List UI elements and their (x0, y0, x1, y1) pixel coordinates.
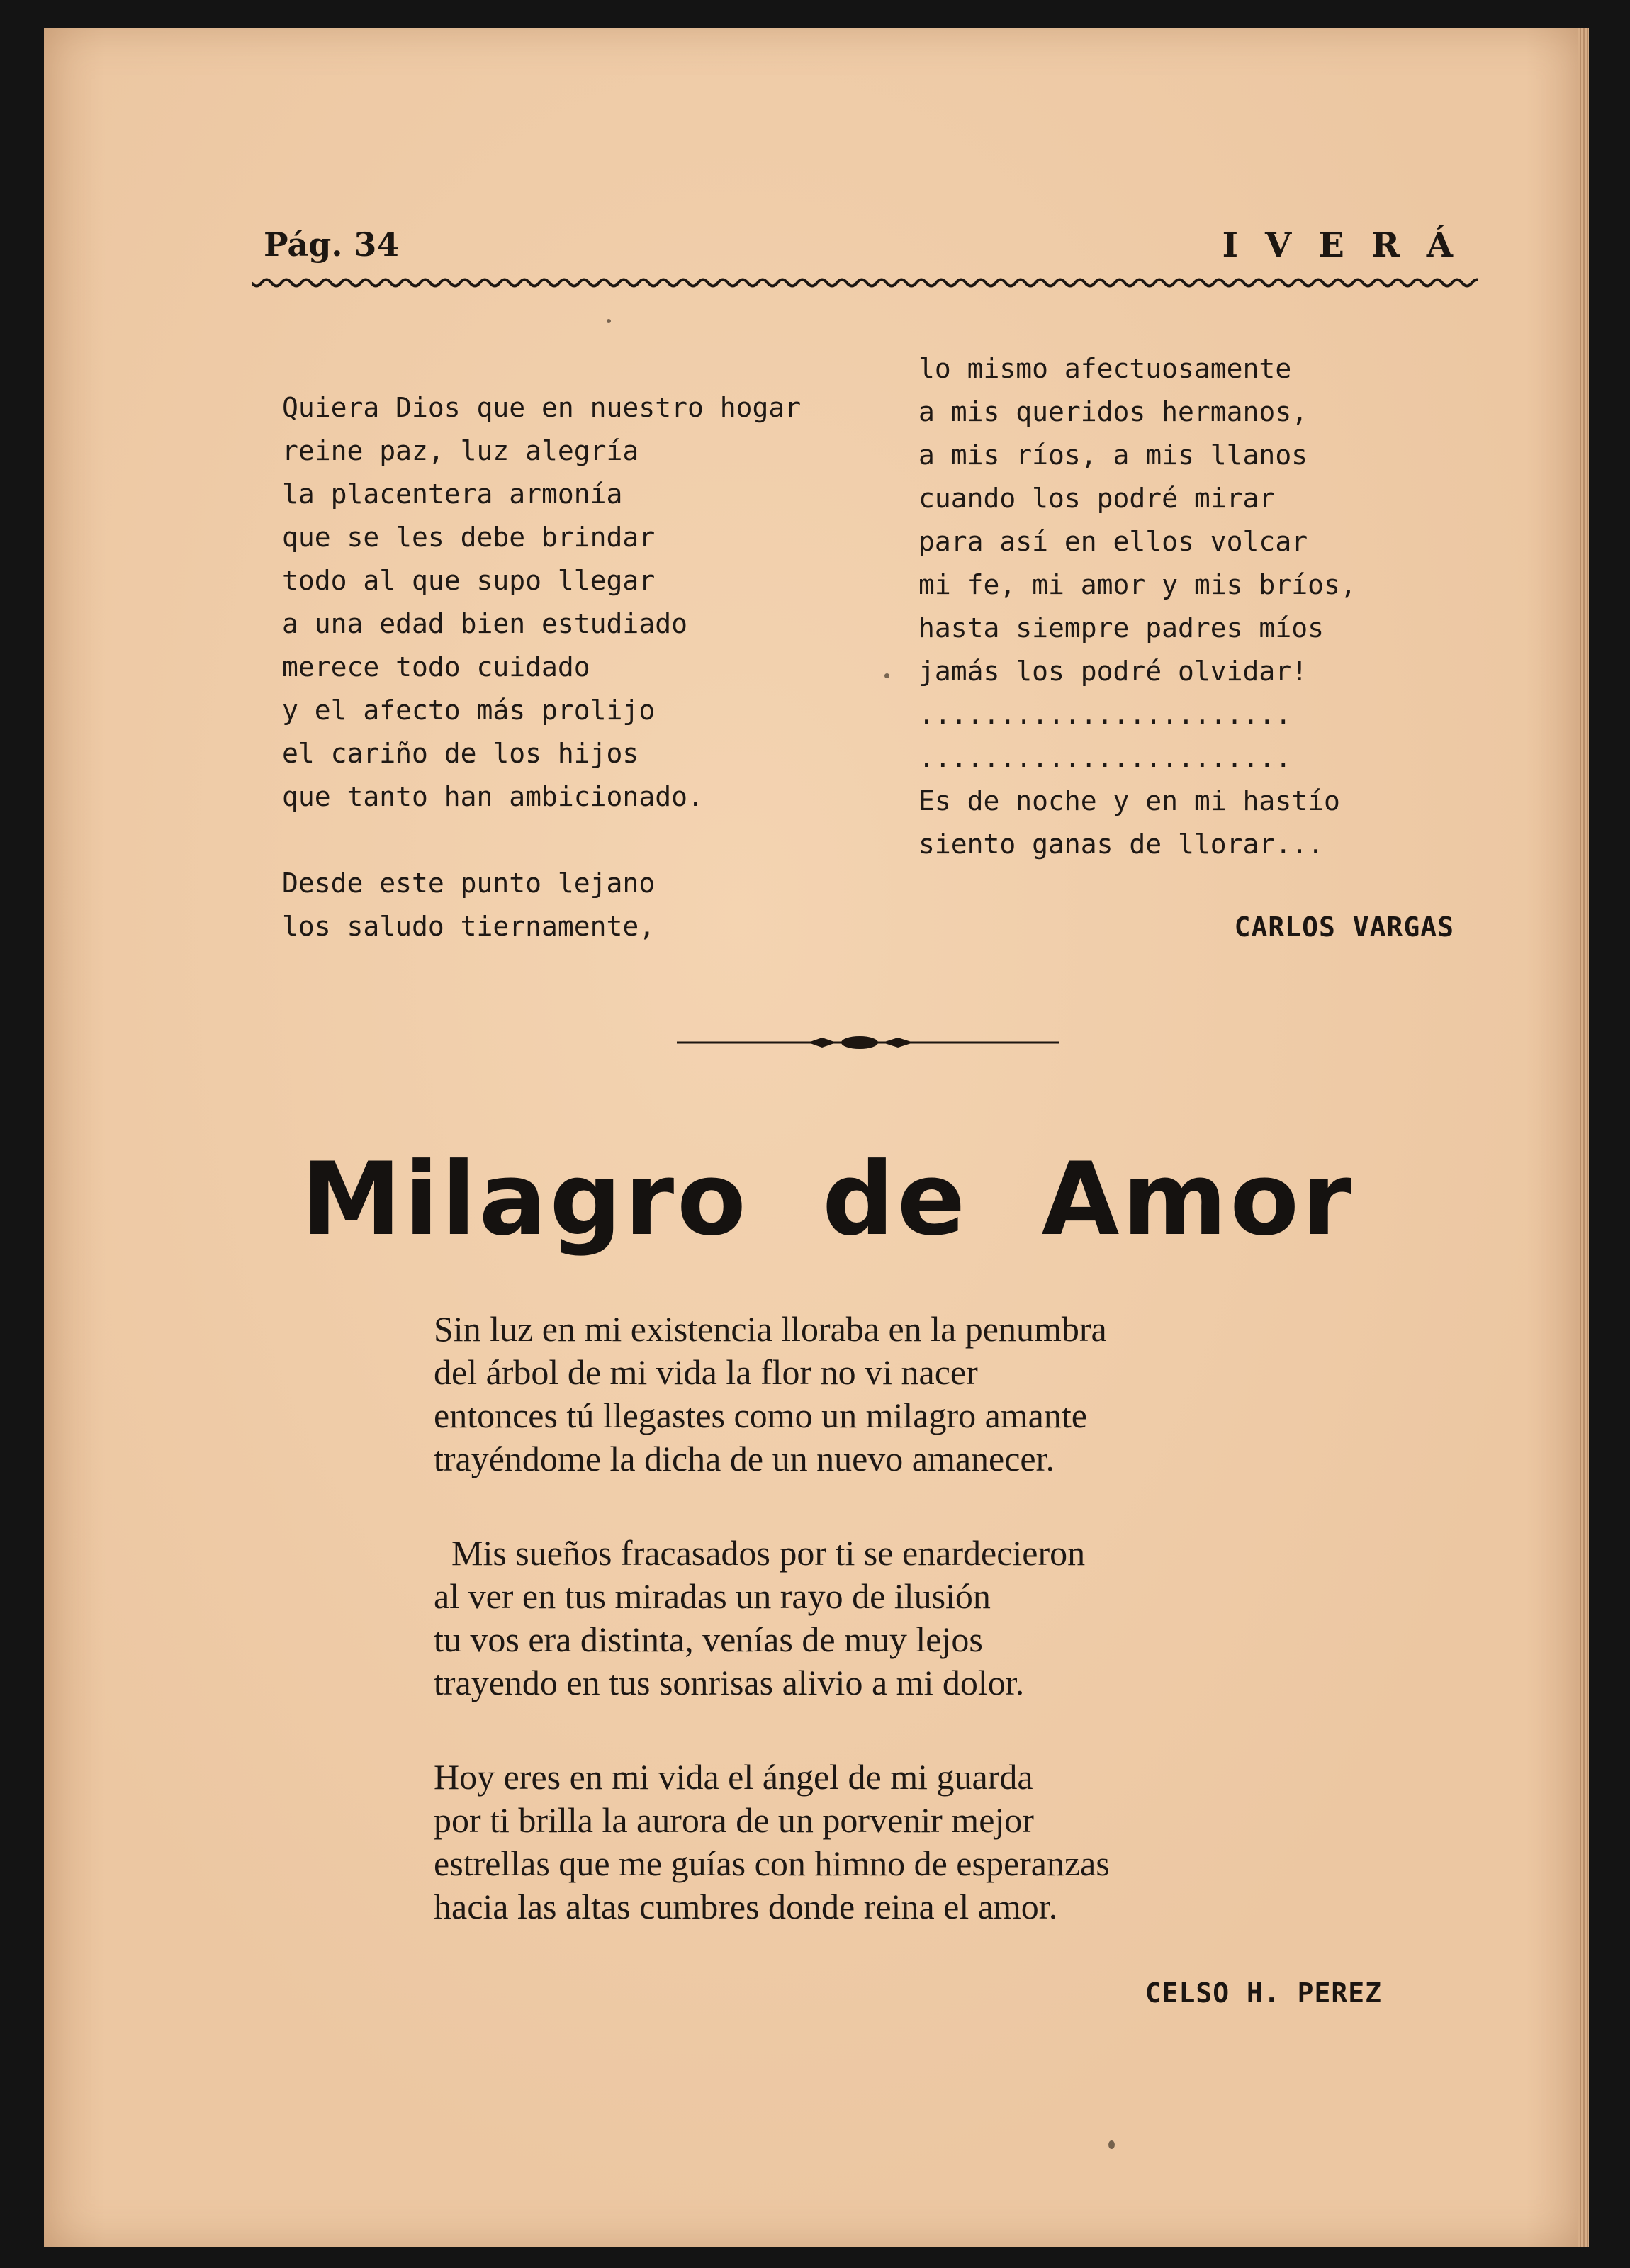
poem-line: jamás los podré olvidar! (918, 656, 1308, 687)
poem-line: mi fe, mi amor y mis bríos, (918, 569, 1356, 600)
poem-line: merece todo cuidado (282, 651, 590, 683)
paper-speck (1108, 2140, 1115, 2149)
poem-right-column (918, 347, 1471, 866)
page-number: Pág. 34 (264, 225, 400, 264)
poem-line: cuando los podré mirar (918, 483, 1276, 514)
poem-line: trayendo en tus sonrisas alivio a mi dolor. (434, 1663, 1025, 1702)
poem-line: que tanto han ambicionado. (282, 781, 704, 812)
poem-body (434, 1308, 1369, 1929)
poem-line: a mis queridos hermanos, (918, 396, 1308, 427)
poem-line: trayéndome la dicha de un nuevo amanecer. (434, 1439, 1055, 1478)
poem-line: para así en ellos volcar (918, 526, 1308, 557)
poem-line: Desde este punto lejano (282, 868, 656, 899)
poem-stanza (434, 1532, 1369, 1705)
poem-author: CARLOS VARGAS (1234, 911, 1454, 943)
header-wavy-rule (252, 275, 1478, 291)
poem-line: por ti brilla la aurora de un porvenir mejor (434, 1800, 1034, 1840)
journal-title: IVERÁ (1222, 225, 1480, 265)
poem-line: ....................... (918, 742, 1292, 773)
poem-line: reine paz, luz alegría (282, 435, 639, 466)
poem-line: los saludo tiernamente, (282, 911, 656, 942)
paper-speck (607, 319, 611, 323)
poem-line: Mis sueños fracasados por ti se enardecieron (434, 1533, 1086, 1573)
ornamental-divider (677, 1032, 1060, 1053)
poem-line: lo mismo afectuosamente (918, 353, 1292, 384)
poem-stanza (434, 1308, 1369, 1481)
poem-line: Es de noche y en mi hastío (918, 785, 1340, 816)
poem-line: todo al que supo llegar (282, 565, 656, 596)
poem-line: entonces tú llegastes como un milagro amante (434, 1396, 1087, 1435)
poem-line: el cariño de los hijos (282, 738, 639, 769)
page-stack-edge (1578, 28, 1589, 2247)
poem-line: siento ganas de llorar... (918, 829, 1324, 860)
poem-line: tu vos era distinta, venías de muy lejos (434, 1619, 983, 1659)
poem-author-2: CELSO H. PEREZ (1145, 1977, 1382, 2009)
poem-line: que se les debe brindar (282, 522, 656, 553)
paper-speck (884, 673, 889, 678)
poem-title: Milagro de Amor (301, 1141, 1354, 1258)
poem-line: Quiera Dios que en nuestro hogar (282, 392, 802, 423)
poem-line: Hoy eres en mi vida el ángel de mi guarda (434, 1757, 1033, 1797)
poem-line: estrellas que me guías con himno de esperanzas (434, 1843, 1110, 1883)
poem-line: al ver en tus miradas un rayo de ilusión (434, 1576, 991, 1616)
poem-line: del árbol de mi vida la flor no vi nacer (434, 1352, 978, 1392)
page-header (207, 225, 1480, 268)
poem-stanza (434, 1756, 1369, 1929)
poem-line: y el afecto más prolijo (282, 695, 656, 726)
poem-line: hacia las altas cumbres donde reina el amor. (434, 1887, 1058, 1926)
poem-line: a mis ríos, a mis llanos (918, 439, 1308, 471)
poem-line: a una edad bien estudiado (282, 608, 687, 639)
poem-line: ....................... (918, 699, 1292, 730)
poem-left-column (282, 386, 849, 948)
poem-line: la placentera armonía (282, 478, 623, 510)
poem-line: hasta siempre padres míos (918, 612, 1324, 644)
poem-line: Sin luz en mi existencia lloraba en la penumbra (434, 1309, 1107, 1349)
